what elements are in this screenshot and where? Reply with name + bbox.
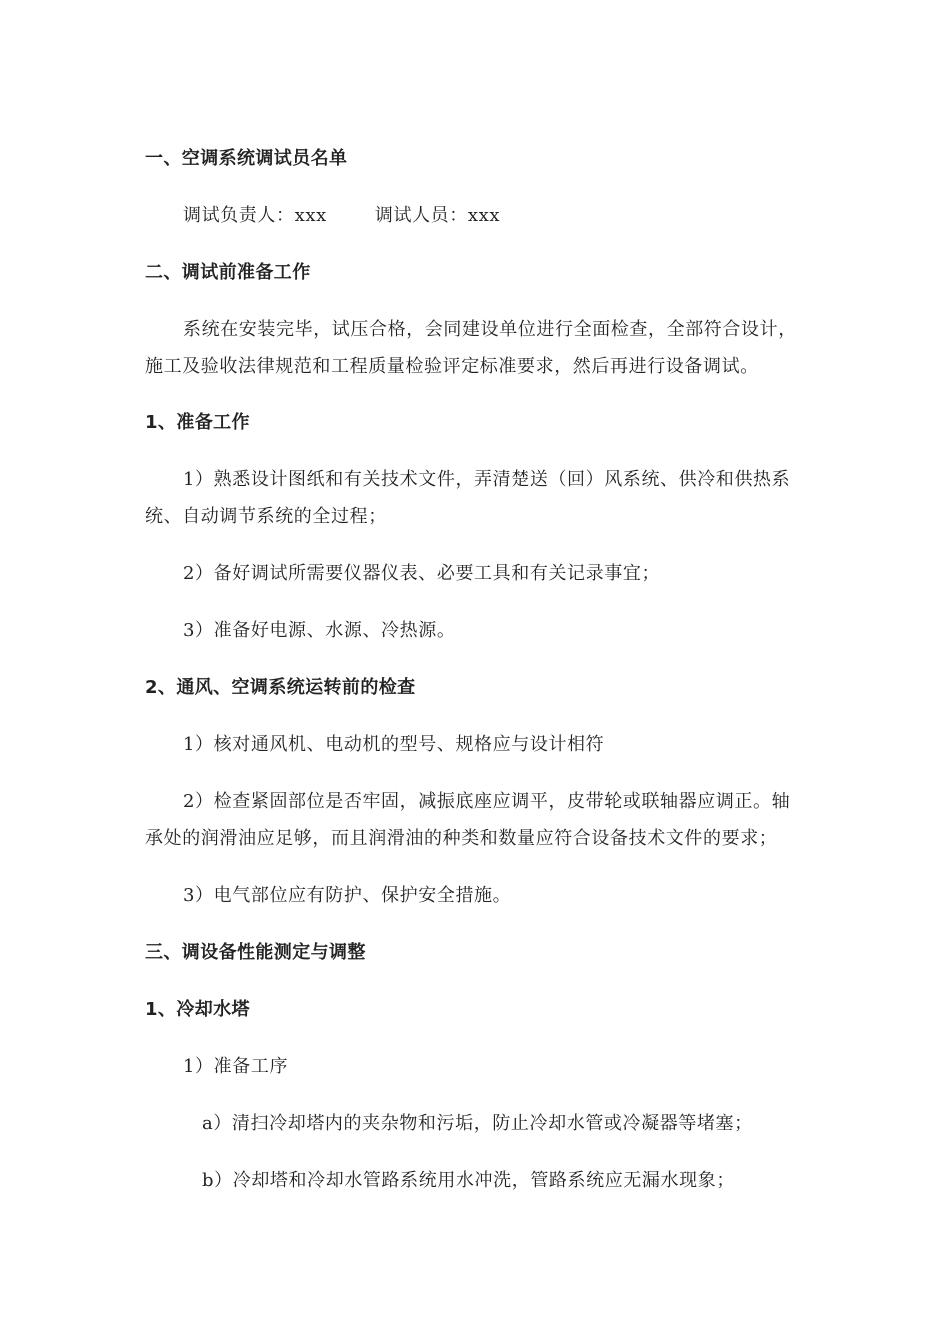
paragraph-line: 系统在安装完毕，试压合格，会同建设单位进行全面检查，全部符合设计， bbox=[183, 319, 797, 340]
section-heading-3: 三、调设备性能测定与调整 bbox=[145, 942, 366, 963]
subsection-heading: 1、准备工作 bbox=[145, 412, 250, 433]
list-item: 1）准备工序 bbox=[183, 1056, 289, 1077]
sub-list-item: a）清扫冷却塔内的夹杂物和污垢，防止冷却水管或冷凝器等堵塞； bbox=[202, 1113, 753, 1134]
list-item-continuation: 统、自动调节系统的全过程； bbox=[145, 506, 387, 527]
subsection-heading: 2、通风、空调系统运转前的检查 bbox=[145, 677, 416, 698]
list-item: 2）检查紧固部位是否牢固，减振底座应调平，皮带轮或联轴器应调正。轴 bbox=[183, 791, 791, 812]
list-item: 3）准备好电源、水源、冷热源。 bbox=[183, 620, 456, 641]
list-item: 3）电气部位应有防护、保护安全措施。 bbox=[183, 885, 512, 906]
list-item: 1）熟悉设计图纸和有关技术文件，弄清楚送（回）风系统、供冷和供热系 bbox=[183, 469, 791, 490]
subsection-heading: 1、冷却水塔 bbox=[145, 999, 250, 1020]
list-item: 2）备好调试所需要仪器仪表、必要工具和有关记录事宜； bbox=[183, 563, 661, 584]
list-item-continuation: 承处的润滑油应足够，而且润滑油的种类和数量应符合设备技术文件的要求； bbox=[145, 828, 778, 849]
lead-value: xxx bbox=[294, 205, 327, 226]
paragraph-line: 施工及验收法律规范和工程质量检验评定标准要求，然后再进行设备调试。 bbox=[145, 356, 759, 377]
section-heading-1: 一、空调系统调试员名单 bbox=[145, 148, 348, 169]
member-label: 调试人员： bbox=[374, 205, 468, 226]
list-item: 1）核对通风机、电动机的型号、规格应与设计相符 bbox=[183, 734, 605, 755]
staff-line bbox=[183, 204, 500, 228]
member-value: xxx bbox=[467, 205, 501, 226]
sub-list-item: b）冷却塔和冷却水管路系统用水冲洗，管路系统应无漏水现象； bbox=[202, 1170, 735, 1191]
section-heading-2: 二、调试前准备工作 bbox=[145, 262, 311, 283]
lead-label: 调试负责人： bbox=[183, 205, 295, 226]
